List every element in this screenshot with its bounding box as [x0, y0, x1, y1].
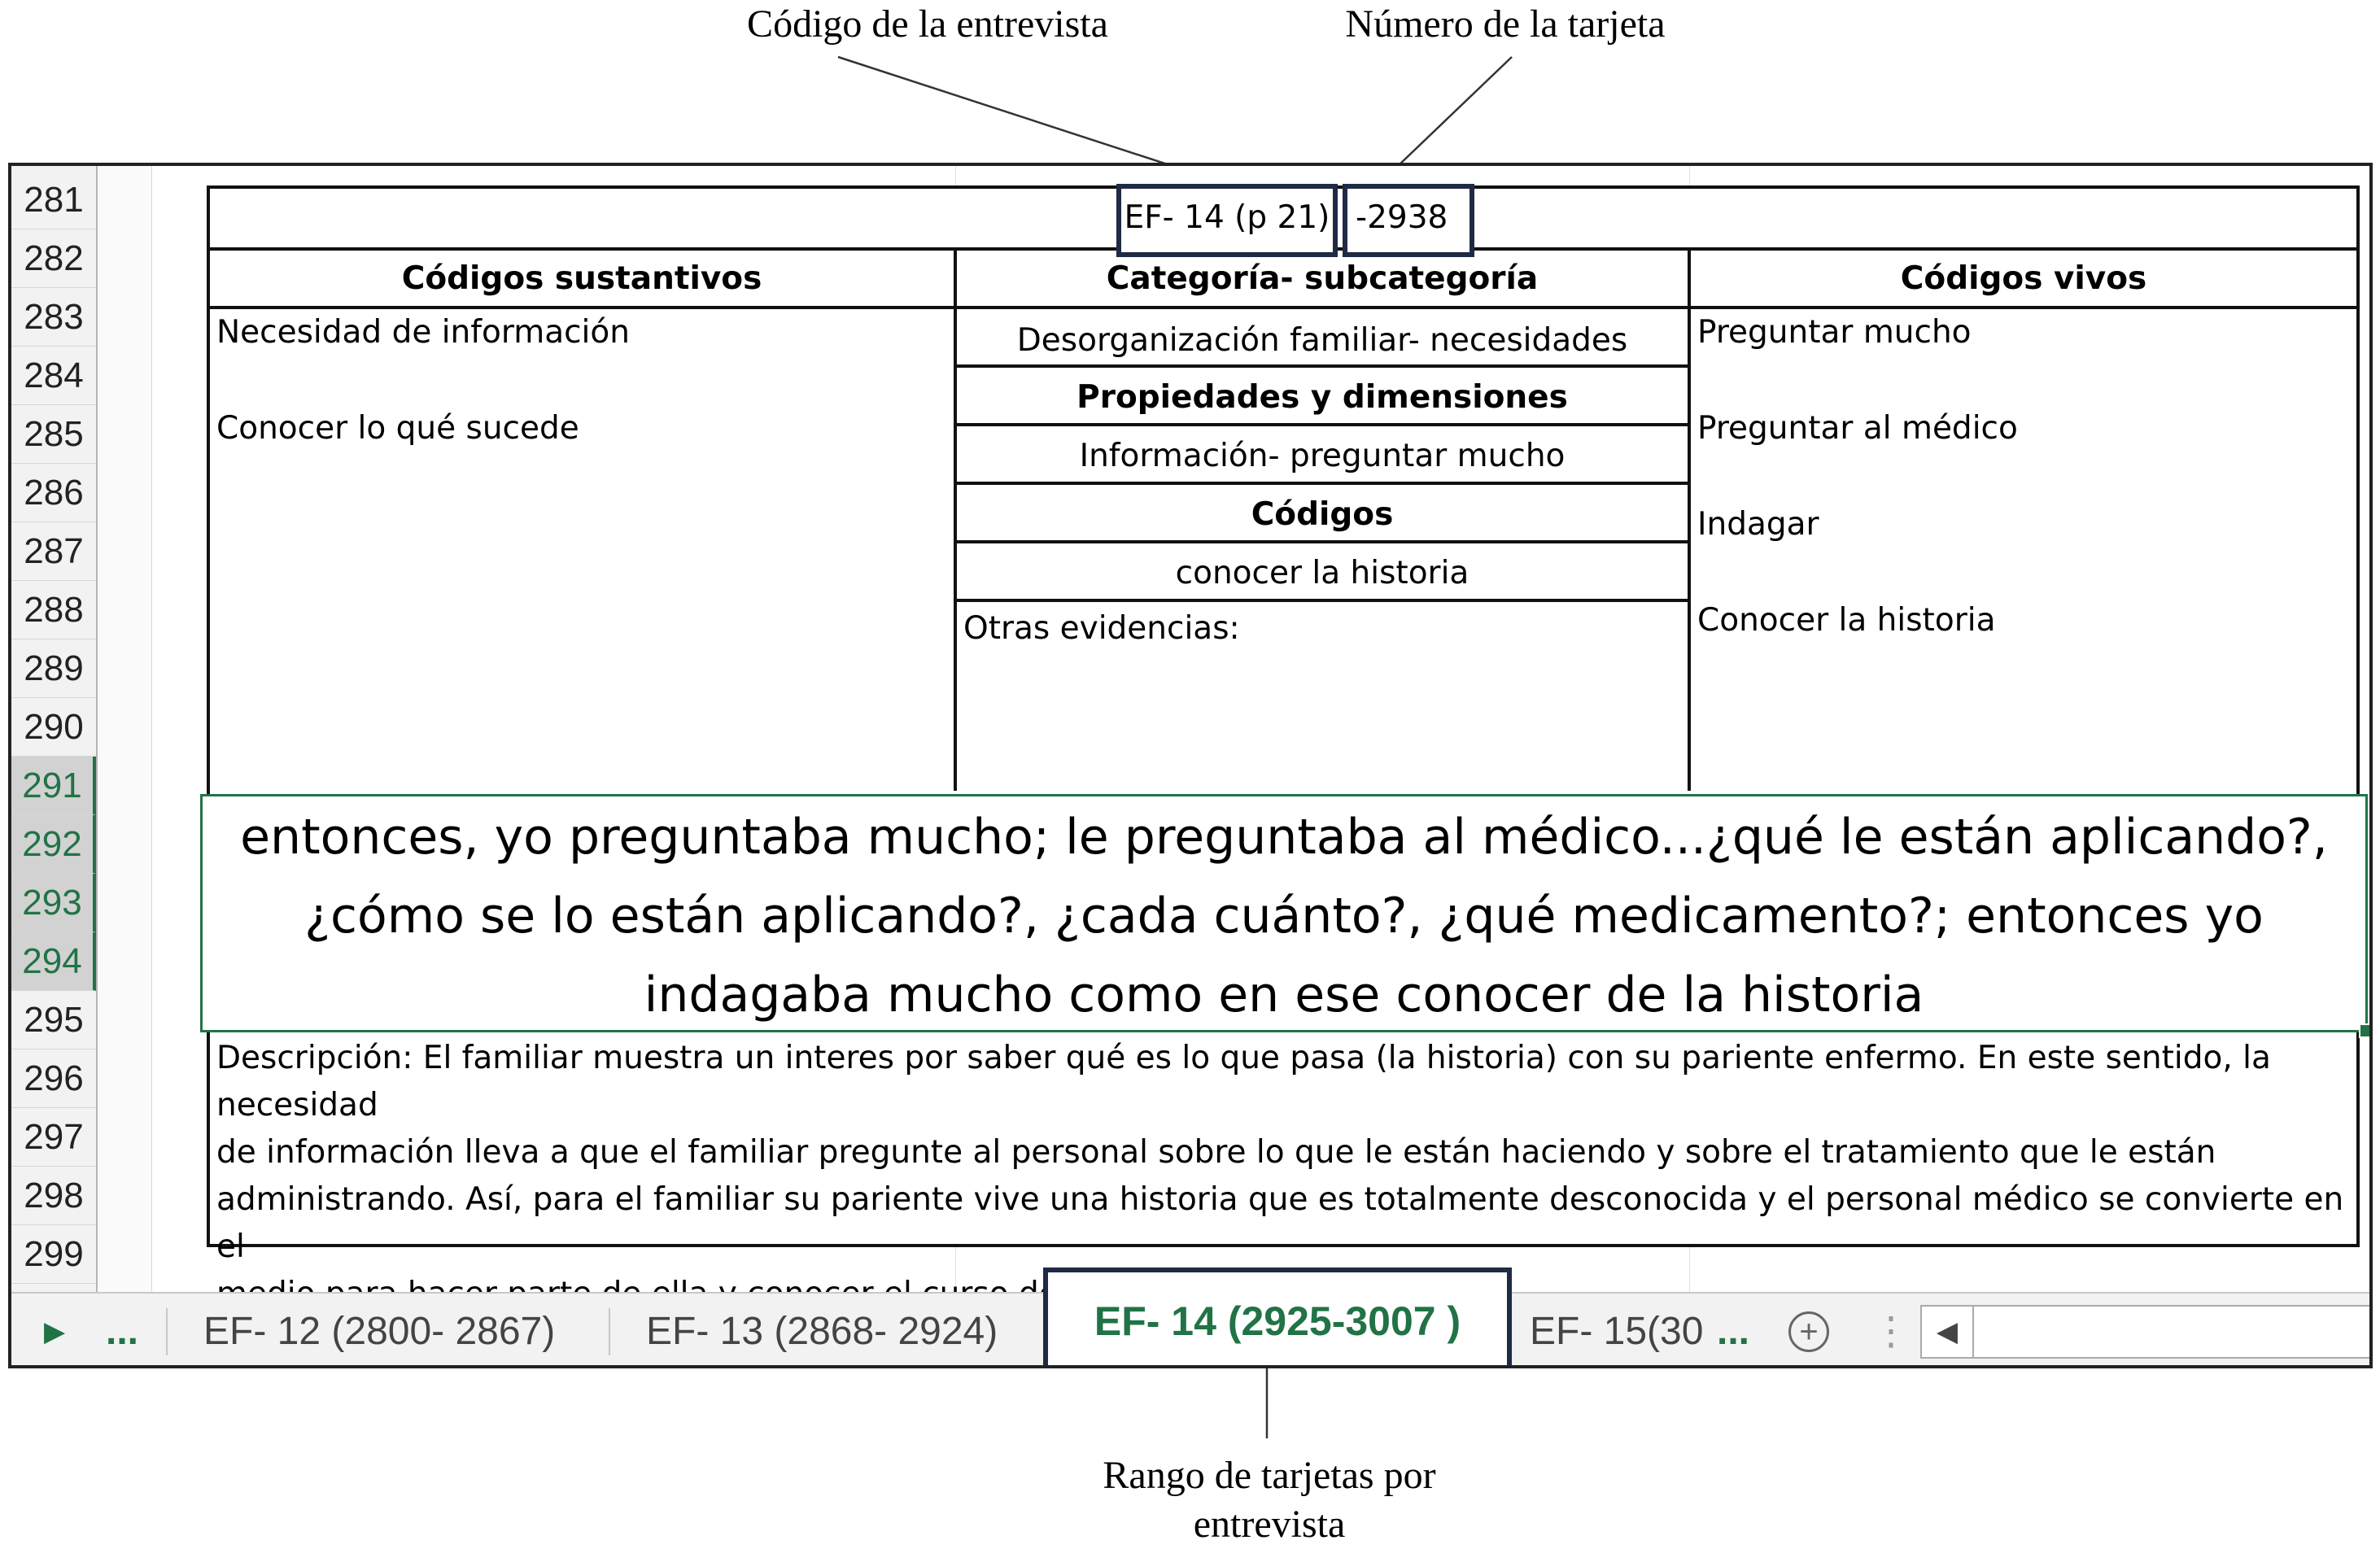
tab-separator	[166, 1308, 168, 1355]
codes-header: Códigos	[1251, 496, 1394, 533]
row-number[interactable]: 298	[11, 1167, 96, 1225]
splitter-handle[interactable]: ⋮	[1871, 1310, 1911, 1353]
sheet-tab-ef12[interactable]: EF- 12 (2800- 2867)	[203, 1310, 556, 1353]
live-code: Indagar	[1697, 506, 1819, 543]
card-divider	[954, 364, 1689, 368]
card-divider	[954, 599, 1689, 602]
interview-quote-cell[interactable]	[200, 794, 2368, 1032]
row-number[interactable]: 291	[11, 757, 96, 815]
row-number[interactable]: 289	[11, 639, 96, 698]
sheet-tab-ef14-active[interactable]: EF- 14 (2925-3007 )	[1043, 1268, 1512, 1368]
quote-line: entonces, yo preguntaba mucho; le preguntaba al médico...¿qué le están aplicando?,	[240, 809, 2328, 866]
column-a	[98, 166, 152, 1292]
analysis-card	[207, 185, 2360, 1265]
sheet-tab-ef15[interactable]: EF- 15(30	[1530, 1310, 1704, 1353]
other-evidence-label: Otras evidencias:	[963, 610, 1240, 647]
row-number[interactable]: 296	[11, 1049, 96, 1108]
sheet-tab-ef13[interactable]: EF- 13 (2868- 2924)	[646, 1310, 998, 1353]
card-divider	[1688, 247, 1691, 791]
row-number[interactable]: 285	[11, 405, 96, 464]
live-code: Conocer la historia	[1697, 602, 1996, 639]
live-code: Preguntar mucho	[1697, 314, 1972, 351]
sheet-tab-bar	[11, 1292, 2369, 1368]
row-number[interactable]: 293	[11, 874, 96, 932]
tab-nav-next-button[interactable]: ▶	[44, 1316, 66, 1347]
header-live-codes: Códigos vivos	[1900, 260, 2147, 297]
spreadsheet-window	[8, 163, 2373, 1368]
row-number[interactable]: 286	[11, 464, 96, 522]
annotation-card-number: Número de la tarjeta	[1345, 2, 1666, 46]
add-sheet-button[interactable]: +	[1788, 1311, 1829, 1352]
tab-nav-more-button[interactable]: ...	[106, 1310, 139, 1353]
row-number[interactable]: 287	[11, 522, 96, 581]
quote-line: ¿cómo se lo están aplicando?, ¿cada cuánto?, ¿qué medicamento?; entonces yo	[304, 888, 2264, 945]
properties-header: Propiedades y dimensiones	[1076, 379, 1568, 416]
row-number[interactable]: 297	[11, 1108, 96, 1167]
description-line: administrando. Así, para el familiar su pariente vive una historia que es totalmente desconocida y el personal médico se convierte en el	[216, 1181, 2344, 1265]
header-category: Categoría- subcategoría	[1106, 260, 1539, 297]
quote-line: indagaba mucho como en ese conocer de la historia	[644, 966, 1924, 1023]
category-value: Desorganización familiar- necesidades	[1016, 322, 1628, 359]
live-code: Preguntar al médico	[1697, 410, 2018, 447]
row-header-column	[11, 166, 98, 1292]
row-number[interactable]: 295	[11, 991, 96, 1049]
description-line: Descripción: El familiar muestra un interes por saber qué es lo que pasa (la historia) con su pariente enfermo. En este sentido, la necesidad	[216, 1040, 2271, 1124]
card-divider	[210, 306, 2356, 309]
properties-value: Información- preguntar mucho	[1079, 438, 1566, 474]
row-number[interactable]: 282	[11, 229, 96, 288]
card-divider	[954, 540, 1689, 543]
interview-code-cell[interactable]: EF- 14 (p 21)	[1116, 184, 1338, 257]
tab-separator	[609, 1308, 610, 1355]
card-divider	[954, 423, 1689, 426]
row-number[interactable]: 288	[11, 581, 96, 639]
substantive-code: Necesidad de información	[216, 314, 630, 351]
row-number[interactable]: 281	[11, 171, 96, 229]
row-number[interactable]: 299	[11, 1225, 96, 1284]
row-number[interactable]: 283	[11, 288, 96, 347]
annotation-card-range-line1: Rango de tarjetas por	[1103, 1454, 1436, 1497]
row-number[interactable]: 284	[11, 347, 96, 405]
card-number-cell[interactable]: -2938	[1343, 184, 1474, 257]
annotation-interview-code: Código de la entrevista	[747, 2, 1108, 46]
row-number[interactable]: 294	[11, 932, 96, 991]
fill-handle[interactable]	[2359, 1023, 2373, 1038]
card-divider	[954, 482, 1689, 485]
codes-value: conocer la historia	[1175, 555, 1469, 591]
pointer-line-card-number	[1398, 57, 1512, 166]
horizontal-scrollbar[interactable]	[1920, 1305, 2373, 1359]
row-number[interactable]: 292	[11, 815, 96, 874]
description-line: de información lleva a que el familiar pregunte al personal sobre lo que le están haciendo y sobre el tratamiento que le están	[216, 1134, 2216, 1171]
annotation-card-range-line2: entrevista	[1193, 1503, 1346, 1546]
scroll-left-button[interactable]: ◀	[1922, 1307, 1974, 1357]
row-number[interactable]: 290	[11, 698, 96, 757]
substantive-code: Conocer lo qué sucede	[216, 410, 579, 447]
tab-overflow-button[interactable]: ...	[1717, 1310, 1750, 1353]
header-substantive-codes: Códigos sustantivos	[401, 260, 762, 297]
